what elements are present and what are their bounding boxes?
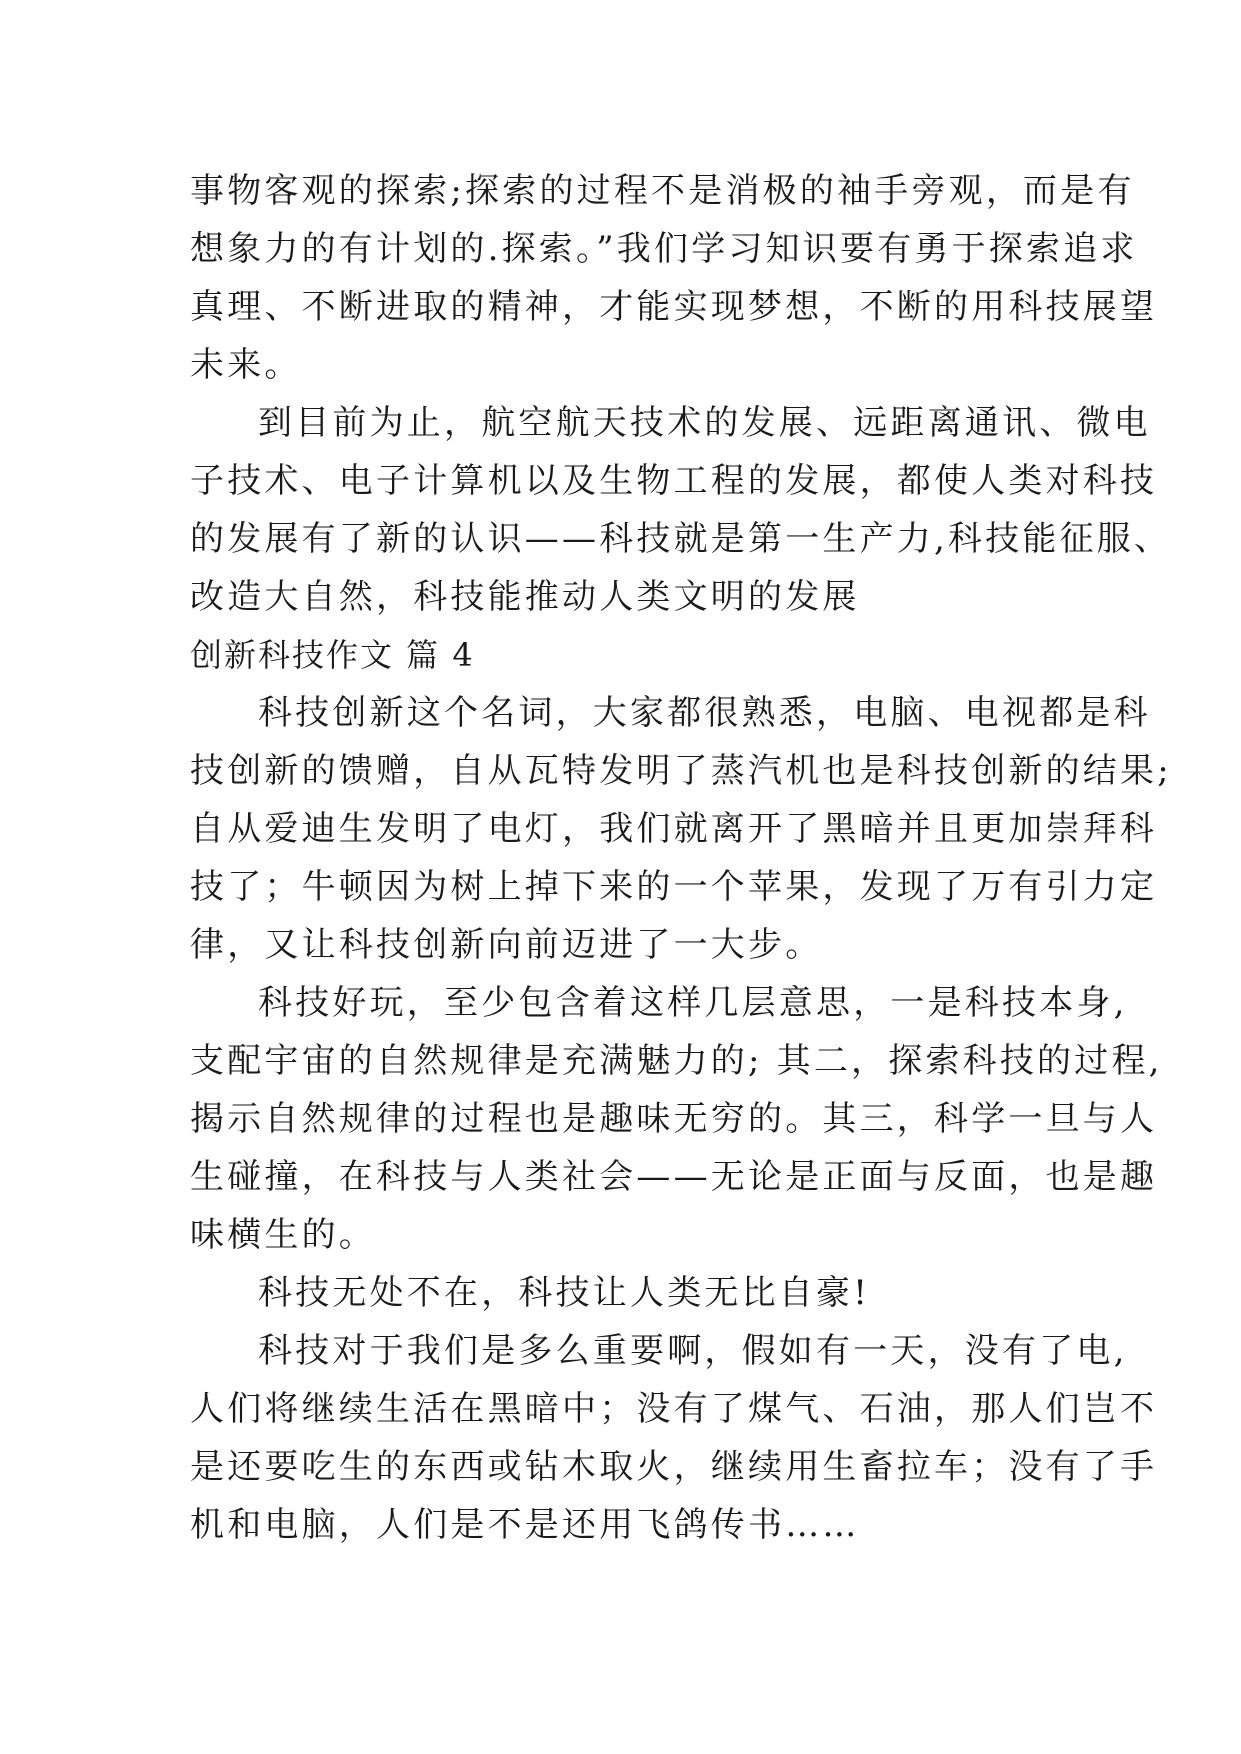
text-line: 科技好玩，至少包含着这样几层意思，一是科技本身, <box>258 983 1128 1023</box>
text-line: 到目前为止，航空航天技术的发展、远距离通讯、微电 <box>258 403 1151 443</box>
paragraph <box>190 1322 1158 1554</box>
text-line: 揭示自然规律的过程也是趣味无穷的。其三，科学一旦与人 <box>190 1099 1158 1139</box>
paragraph <box>190 162 1158 394</box>
text-line: 生碰撞，在科技与人类社会——无论是正面与反面，也是趣 <box>190 1157 1158 1197</box>
paragraph <box>190 1264 1070 1322</box>
text-line: 想象力的有计划的.探索。”我们学习知识要有勇于探索追求 <box>190 229 1138 269</box>
text-line: 科技对于我们是多么重要啊，假如有一天，没有了电, <box>258 1331 1128 1371</box>
text-line: 是还要吃生的东西或钻木取火，继续用生畜拉车；没有了手 <box>190 1447 1158 1487</box>
text-line: 改造大自然，科技能推动人类文明的发展 <box>190 577 860 617</box>
text-line: 支配宇宙的自然规律是充满魅力的; 其二，探索科技的过程, <box>190 1041 1163 1081</box>
text-line: 技了；牛顿因为树上掉下来的一个苹果，发现了万有引力定 <box>190 867 1158 907</box>
section-heading: 创新科技作文 篇 4 <box>190 636 475 674</box>
text-line: 机和电脑，人们是不是还用飞鸽传书…… <box>190 1505 860 1545</box>
text-line: 律，又让科技创新向前迈进了一大步。 <box>190 925 823 965</box>
text-line: 自从爱迪生发明了电灯，我们就离开了黑暗并且更加崇拜科 <box>190 809 1158 849</box>
document-page <box>190 162 1172 1554</box>
text-line: 未来。 <box>190 345 302 385</box>
text-line: 技创新的馈赠，自从瓦特发明了蒸汽机也是科技创新的结果; <box>190 751 1172 791</box>
paragraph <box>190 974 1163 1264</box>
text-line: 真理、不断进取的精神，才能实现梦想，不断的用科技展望 <box>190 287 1158 327</box>
text-line: 子技术、电子计算机以及生物工程的发展，都使人类对科技 <box>190 461 1158 501</box>
text-line: 科技创新这个名词，大家都很熟悉，电脑、电视都是科 <box>258 693 1151 733</box>
text-line: 味横生的。 <box>190 1215 376 1255</box>
text-line: 事物客观的探索;探索的过程不是消极的袖手旁观，而是有 <box>190 171 1135 211</box>
paragraph <box>190 684 1172 974</box>
text-line: 人们将继续生活在黑暗中；没有了煤气、石油，那人们岂不 <box>190 1389 1158 1429</box>
text-line: 的发展有了新的认识——科技就是第一生产力,科技能征服、 <box>190 519 1172 559</box>
paragraph <box>190 394 1172 626</box>
text-line: 科技无处不在，科技让人类无比自豪! <box>258 1273 871 1313</box>
